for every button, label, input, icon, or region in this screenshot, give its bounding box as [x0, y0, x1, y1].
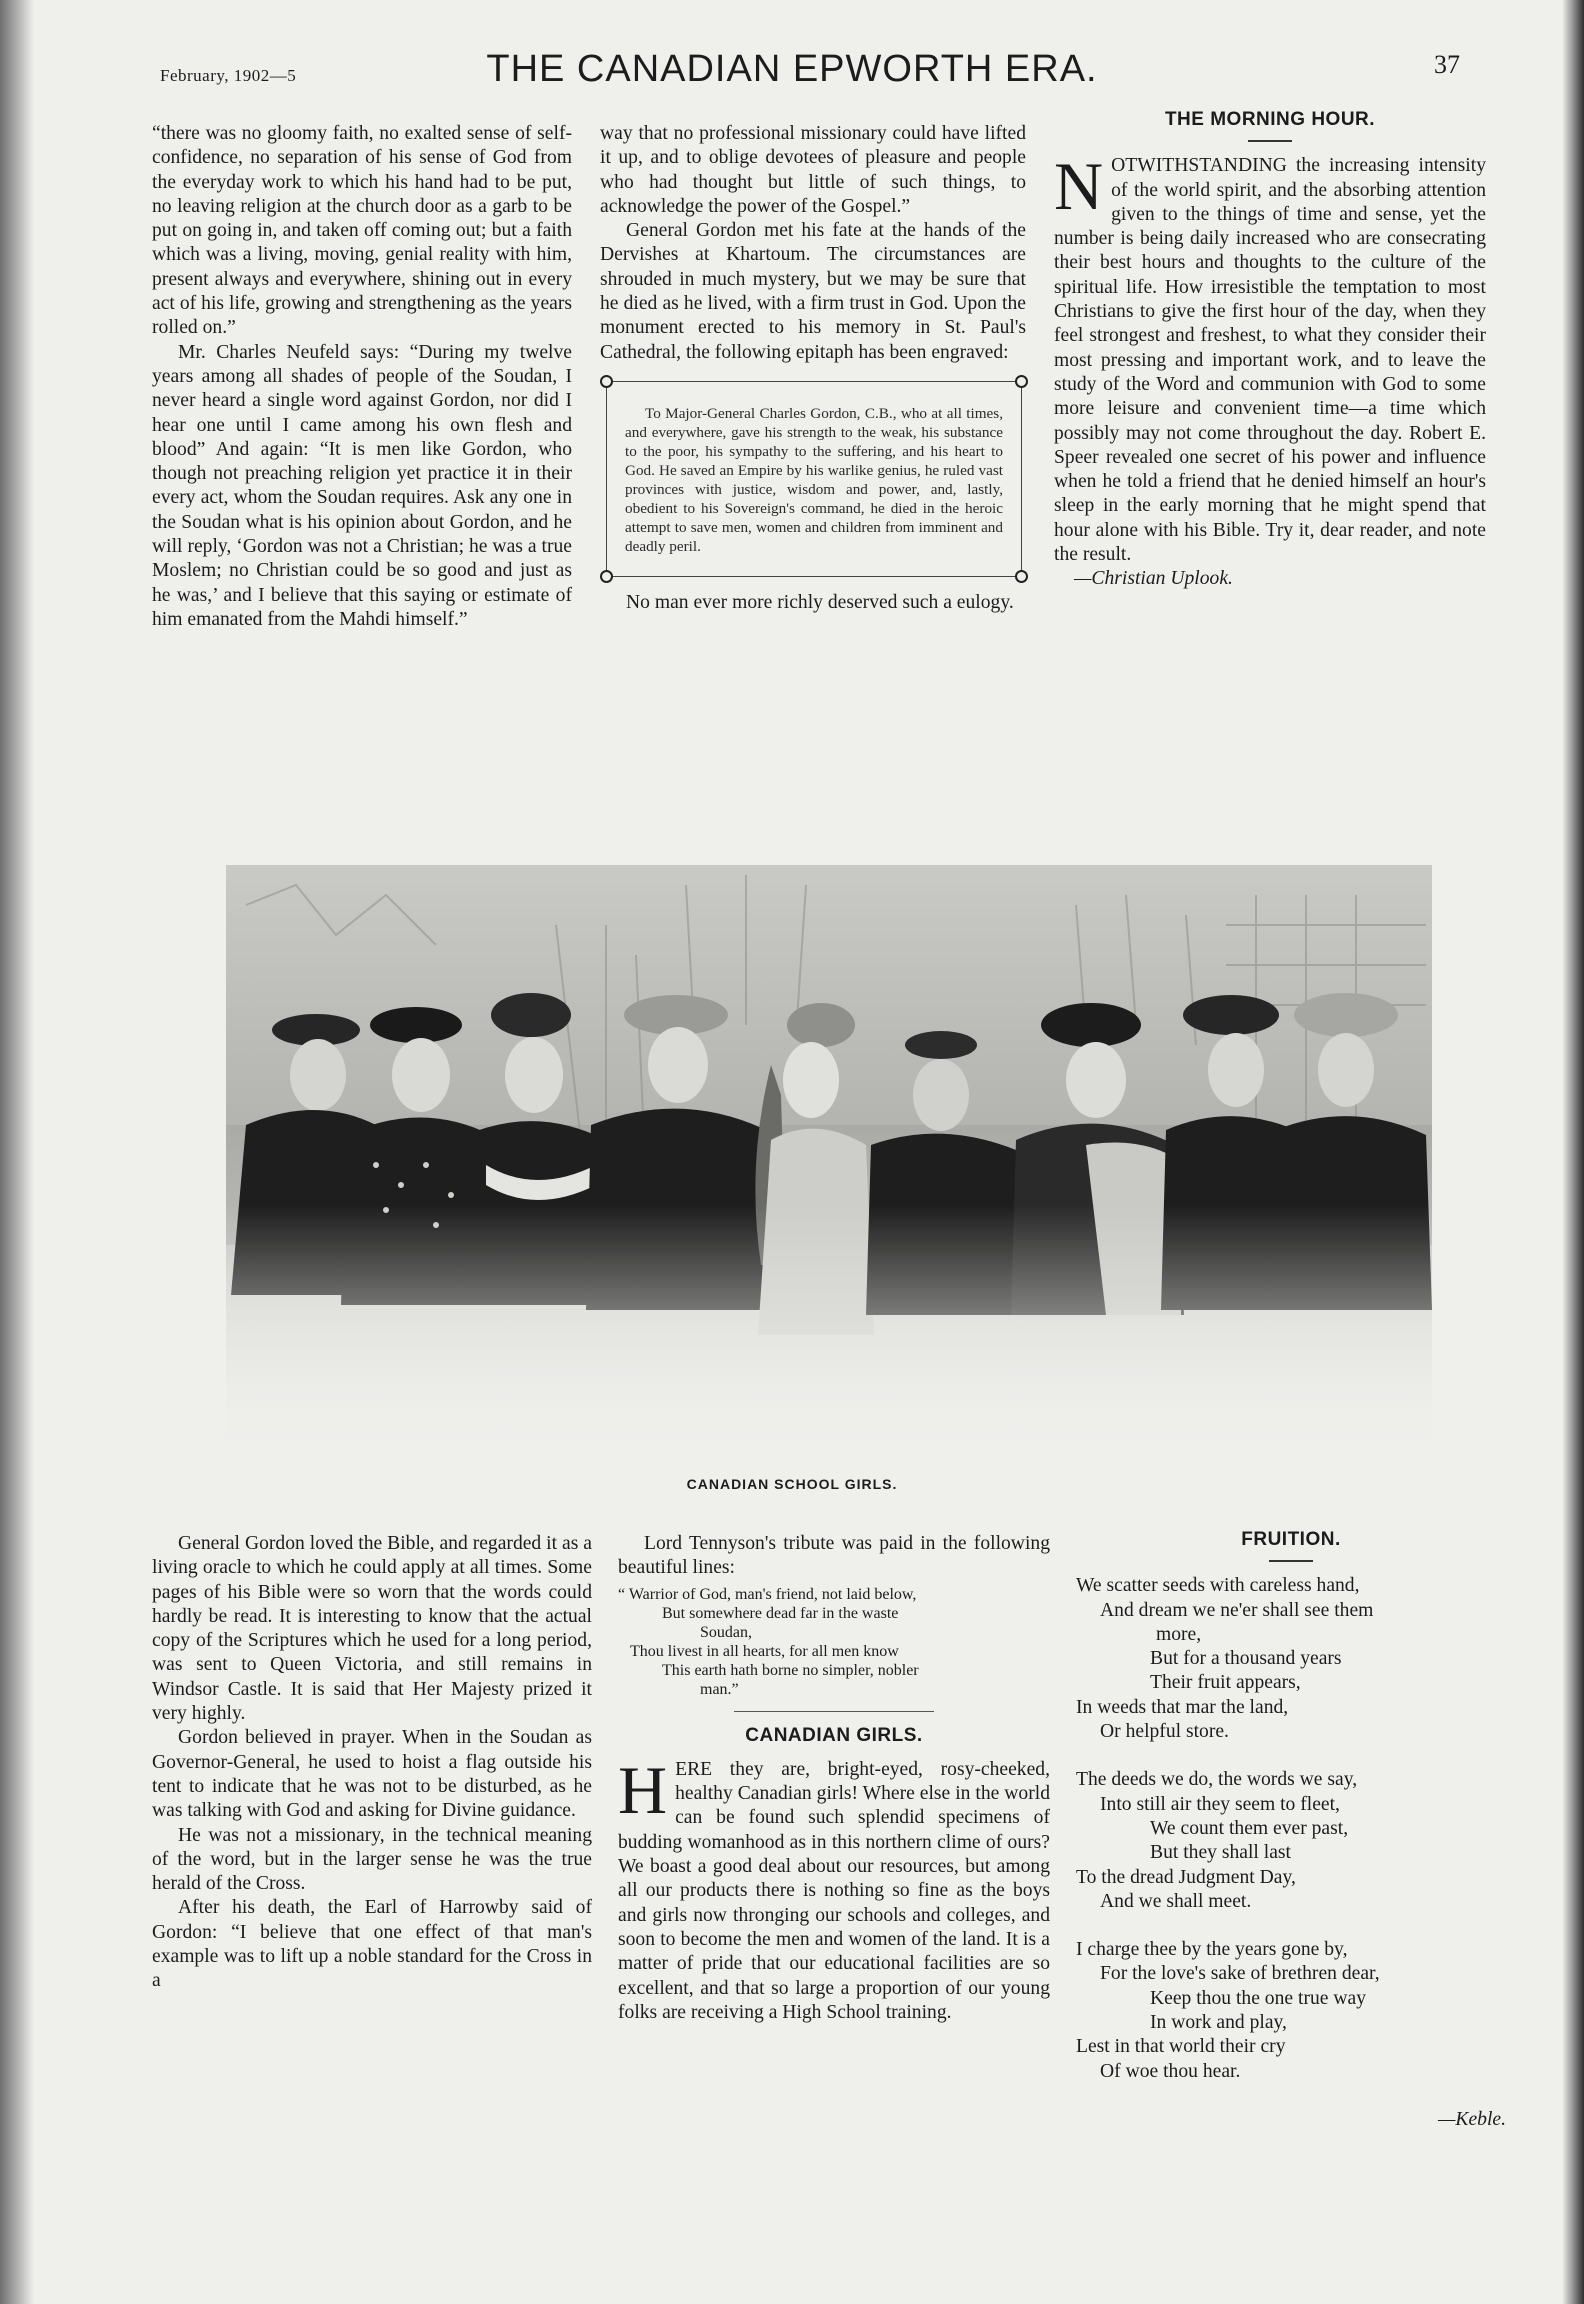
- article-text: ERE they are, bright-eyed, rosy-cheeked, healthy Canadian girls! Where else in the world can be found such splendid specimens of budding womanhood as in this northern clime of ours? We boast a good deal about our resources, but among all our products there is nothing so fine as the boys and girls now thronging our schools and colleges, and soon to become the men and women of the land. It is a matter of pride that our educational facilities are so excellent, and that so large a proportion of our young folks are receiving a High School training.: [618, 1758, 1050, 2023]
- gordon-article-column-2: [600, 122, 1026, 615]
- article-text: OTWITHSTANDING the increasing intensity of the world spirit, and the absorbing attention given to the things of time and sense, yet the number is being daily increased who are consecrating their best hours and thoughts to the culture of the spiritual life. How irresistible the temptation to most Christians to give the first hour of the day, when they feel strongest and freshest, to what they consider their most pressing and important work, and to leave the study of the Word and communion with God to some more leisure and convenient time—a time which possibly may not come throughout the day. Robert E. Speer revealed one secret of his power and influence when he told a friend that he denied himself an hour's sleep in the early morning that he might spend that hour alone with his Bible. Try it, dear reader, and note the result.: [1054, 155, 1486, 566]
- page-number: 37: [1434, 50, 1460, 79]
- poem-title: FRUITION.: [1241, 1529, 1341, 1550]
- verse-line: Soudan,: [700, 1623, 752, 1641]
- page-binding-shadow: [0, 0, 34, 2304]
- poem-line: Or helpful store.: [1100, 1721, 1229, 1743]
- poem-body: [1076, 1574, 1506, 2084]
- article-paragraph: Gordon believed in prayer. When in the Soudan as Governor-General, he used to hoist a flag outside his tent to indicate that he was not to be disturbed, as he was talking with God and asking for Divine guidance.: [152, 1727, 592, 1822]
- poem-line: Their fruit appears,: [1150, 1672, 1301, 1694]
- verse-line: man.”: [700, 1680, 739, 1698]
- tennyson-and-canadian-girls-column: [618, 1532, 1050, 2025]
- poem-line: We count them ever past,: [1150, 1817, 1349, 1839]
- title-rule: [1269, 1560, 1313, 1562]
- verse-line: But somewhere dead far in the waste: [662, 1604, 899, 1622]
- poem-line: For the love's sake of brethren dear,: [1100, 1963, 1380, 1985]
- poem-attribution: —Keble.: [1437, 2108, 1506, 2130]
- poem-line: Keep thou the one true way: [1150, 1987, 1367, 2009]
- article-paragraph: “there was no gloomy faith, no exalted sense of self-confidence, no separation of his sense of God from the everyday work to which his hand had to be put, no leaving religion at the church door as a garb to be put on going in, and taken off coming out; but a faith which was a living, moving, genial reality with him, present always and everywhere, shining out in every act of his life, growing and strengthening as the years rolled on.”: [152, 123, 572, 339]
- article-paragraph: way that no professional missionary could have lifted it up, and to oblige devotees of pleasure and people who had thought but little of such things, to acknowledge the power of the Gospel.”: [600, 123, 1026, 217]
- poem-line: Into still air they seem to fleet,: [1100, 1793, 1340, 1815]
- gordon-article-continued: [152, 1532, 592, 1994]
- poem-line: The deeds we do, the words we say,: [1076, 1769, 1358, 1791]
- verse-line: Thou livest in all hearts, for all men know: [630, 1642, 899, 1660]
- article-title: CANADIAN GIRLS.: [745, 1724, 923, 1746]
- photo-caption: CANADIAN SCHOOL GIRLS.: [686, 1476, 898, 1492]
- article-paragraph: Mr. Charles Neufeld says: “During my twelve years among all shades of people of the Soudan, I never heard a single word against Gordon, nor did I hear one until I came among his own flesh and blood” And again: “It is men like Gordon, who though not preaching religion yet practice it in their every act, whom the Soudan requires. Ask any one in the Soudan what is his opinion about Gordon, and he will reply, ‘Gordon was not a Christian; he was a true Moslem; no Christian could be so good and just as he was,’ and I believe that this saying or estimate of him emanated from the Mahdi himself.”: [152, 341, 572, 630]
- verse-line: This earth hath borne no simpler, nobler: [662, 1661, 919, 1679]
- drop-cap: H: [618, 1751, 668, 1828]
- epitaph-box: [606, 381, 1022, 577]
- corner-ornament: [600, 375, 613, 388]
- verse-line: “ Warrior of God, man's friend, not laid below,: [618, 1585, 917, 1603]
- article-body: [618, 1751, 1050, 2025]
- corner-ornament: [600, 570, 613, 583]
- article-paragraph: General Gordon met his fate at the hands of the Dervishes at Khartoum. The circumstances are shrouded in much mystery, but we may be sure that he died as he lived, with a firm trust in God. Upon the monument erected to his memory in St. Paul's Cathedral, the following epitaph has been engraved:: [600, 220, 1026, 363]
- tennyson-verse: [618, 1585, 1050, 1699]
- poem-line: Of woe thou hear.: [1100, 2060, 1241, 2082]
- corner-ornament: [1015, 375, 1028, 388]
- poem-line: I charge thee by the years gone by,: [1076, 1939, 1348, 1961]
- gordon-article-column-1: [152, 122, 572, 632]
- corner-ornament: [1015, 570, 1028, 583]
- poem-line: To the dread Judgment Day,: [1076, 1866, 1296, 1888]
- section-divider: [734, 1711, 934, 1712]
- article-paragraph: Lord Tennyson's tribute was paid in the following beautiful lines:: [618, 1533, 1050, 1579]
- poem-stanza: [1076, 1768, 1506, 1914]
- article-paragraph: He was not a missionary, in the technical meaning of the word, but in the larger sense he was the true herald of the Cross.: [152, 1824, 592, 1895]
- poem-stanza: [1076, 1938, 1506, 2084]
- morning-hour-article: [1054, 108, 1486, 592]
- page-edge-shadow: [1562, 0, 1584, 2304]
- poem-line: And dream we ne'er shall see them: [1100, 1599, 1374, 1621]
- article-paragraph: After his death, the Earl of Harrowby said of Gordon: “I believe that one effect of that man's example was to lift up a noble standard for the Cross in a: [152, 1897, 592, 1992]
- poem-line: more,: [1156, 1623, 1202, 1645]
- fruition-poem: [1076, 1528, 1506, 2132]
- poem-stanza: [1076, 1574, 1506, 1744]
- epitaph-text: To Major-General Charles Gordon, C.B., who at all times, and everywhere, gave his strength to the weak, his substance to the poor, his sympathy to the suffering, and his heart to God. He saved an Empire by his warlike genius, he ruled vast provinces with justice, wisdom and power, and, lastly, obedient to his Sovereign's command, he died in the heroic attempt to save men, women and children from imminent and deadly peril.: [625, 404, 1003, 555]
- poem-line: Lest in that world their cry: [1076, 2036, 1286, 2058]
- article-title: THE MORNING HOUR.: [1164, 109, 1376, 130]
- article-paragraph: No man ever more richly deserved such a eulogy.: [626, 591, 1014, 613]
- issue-date: February, 1902—5: [160, 66, 297, 85]
- article-body: [1054, 148, 1486, 567]
- article-paragraph: General Gordon loved the Bible, and regarded it as a living oracle to which he could apply at all times. Some pages of his Bible were so worn that the words could hardly be read. It is interesting to know that the actual copy of the Scriptures which he used for a long period, was sent to Queen Victoria, and still remains in Windsor Castle. It is said that Her Majesty prized it very highly.: [152, 1533, 592, 1725]
- poem-line: We scatter seeds with careless hand,: [1076, 1575, 1360, 1597]
- poem-line: In work and play,: [1150, 2012, 1287, 2034]
- title-rule: [1248, 140, 1292, 142]
- article-attribution: —Christian Uplook.: [1074, 568, 1233, 590]
- drop-cap: N: [1054, 148, 1104, 225]
- publication-title: THE CANADIAN EPWORTH ERA.: [486, 48, 1098, 90]
- poem-line: But for a thousand years: [1150, 1648, 1342, 1670]
- poem-line: And we shall meet.: [1100, 1890, 1252, 1912]
- canadian-school-girls-photo: [226, 865, 1432, 1455]
- poem-line: But they shall last: [1150, 1842, 1291, 1864]
- poem-line: In weeds that mar the land,: [1076, 1696, 1289, 1718]
